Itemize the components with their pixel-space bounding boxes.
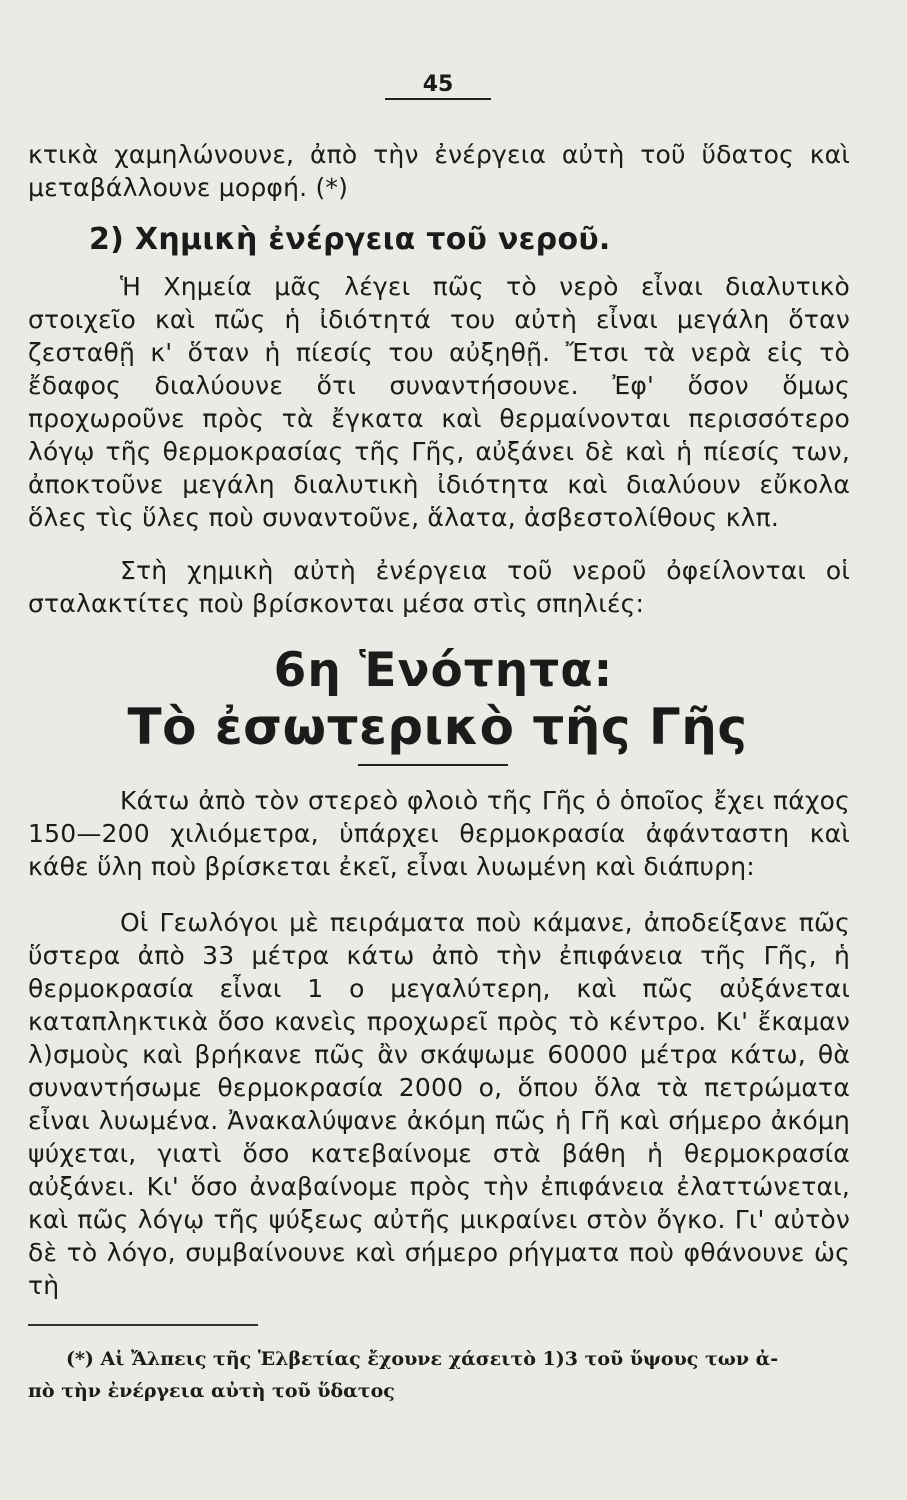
continuation-paragraph [28, 138, 850, 204]
footnote-line-1: (*) Αἱ Ἄλπεις τῆς Ἑλβετίας ἔχουνε χάσειτὸ 1)3 τοῦ ὕψους των ἀ- [66, 1348, 779, 1370]
chemistry-paragraph-2 [28, 554, 850, 620]
earth-text-2: Οἱ Γεωλόγοι μὲ πειράματα ποὺ κάμανε, ἀποδείξανε πῶς ὕστερα ἀπὸ 33 μέτρα κάτω ἀπὸ τὴν ἐπιφάνεια τῆς Γῆς, ἡ θερμοκρασία εἶναι 1 ο μεγαλύτερη, καὶ πῶς αὐξάνεται καταπληκτικὰ ὅσο κανεὶς προχωρεῖ πρὸς τὸ κέντρο. Κι' ἔκαμαν λ)σμοὺς καὶ βρήκανε πῶς ἂν σκάψωμε 60000 μέτρα κάτω, θὰ συναντήσωμε θερμοκρασία 2000 ο, ὅπου ὅλα τὰ πετρώματα εἶναι λυωμένα. Ἀνακαλύψανε ἀκόμη πῶς ἡ Γῆ καὶ σήμερο ἀκόμη ψύχεται, γιατὶ ὅσο κατεβαίνομε στὰ βάθη ἡ θερμοκρασία αὐξάνει. Κι' ὅσο ἀναβαίνομε πρὸς τὴν ἐπιφάνεια ἐλαττώνεται, καὶ πῶς λόγῳ τῆς ψύξεως αὐτῆς μικραίνει στὸν ὄγκο. Γι' αὐτὸν δὲ τὸ λόγο, συμβαίνουνε καὶ σήμερο ρήγματα ποὺ φθάνουνε ὡς τὴ [28, 908, 850, 1300]
earth-text-1: Κάτω ἀπὸ τὸν στερεὸ φλοιὸ τῆς Γῆς ὁ ὁποῖος ἔχει πάχος 150—200 χιλιόμετρα, ὑπάρχει θερμοκρασία ἀφάνταστη καὶ κάθε ὕλη ποὺ βρίσκεται ἐκεῖ, εἶναι λυωμένη καὶ διάπυρη: [28, 786, 850, 881]
chapter-number: 6η Ἑνότητα: [273, 643, 614, 698]
earth-paragraph-1 [28, 784, 850, 883]
footnote-line-2: πὸ τὴν ἐνέργεια αὐτὴ τοῦ ὕδατος [28, 1380, 395, 1402]
page-number-rule [385, 98, 491, 100]
footnote [28, 1343, 850, 1407]
chemistry-text-1: Ἡ Χημεία μᾶς λέγει πῶς τὸ νερὸ εἶναι διαλυτικὸ στοιχεῖο καὶ πῶς ἡ ἰδιότητά του αὐτὴ εἶναι μεγάλη ὅταν ζεσταθῇ κ' ὅταν ἡ πίεσίς του αὐξηθῇ. Ἔτσι τὰ νερὰ εἰς τὸ ἔδαφος διαλύουνε ὅτι συναντήσουνε. Ἐφ' ὅσον ὅμως προχωροῦνε πρὸς τὰ ἔγκατα καὶ θερμαίνονται περισσότερο λόγῳ τῆς θερμοκρασίας τῆς Γῆς, αὐξάνει δὲ καὶ ἡ πίεσίς των, ἀποκτοῦνε μεγάλη διαλυτικὴ ἰδιότητα καὶ διαλύουν εὔκολα ὅλες τὶς ὕλες ποὺ συναντοῦνε, ἅλατα, ἀσβεστολίθους κλπ. [28, 272, 850, 532]
page-number: 45 [422, 72, 454, 97]
continuation-text: κτικὰ χαμηλώνουνε, ἀπὸ τὴν ἐνέργεια αὐτὴ τοῦ ὕδατος καὶ μεταβάλλουνε μορφή. (*) [28, 140, 850, 202]
chapter-title: Τὸ ἐσωτερικὸ τῆς Γῆς [127, 698, 748, 756]
chemistry-paragraph-1 [28, 270, 850, 534]
section-subheading: 2) Χημικὴ ἐνέργεια τοῦ νεροῦ. [89, 222, 611, 257]
chapter-rule [358, 764, 508, 766]
chemistry-text-2: Στὴ χημικὴ αὐτὴ ἐνέργεια τοῦ νεροῦ ὀφείλονται οἱ σταλακτίτες ποὺ βρίσκονται μέσα στὶς σπηλιές: [28, 556, 850, 618]
earth-paragraph-2 [28, 906, 850, 1302]
footnote-rule [28, 1324, 258, 1326]
